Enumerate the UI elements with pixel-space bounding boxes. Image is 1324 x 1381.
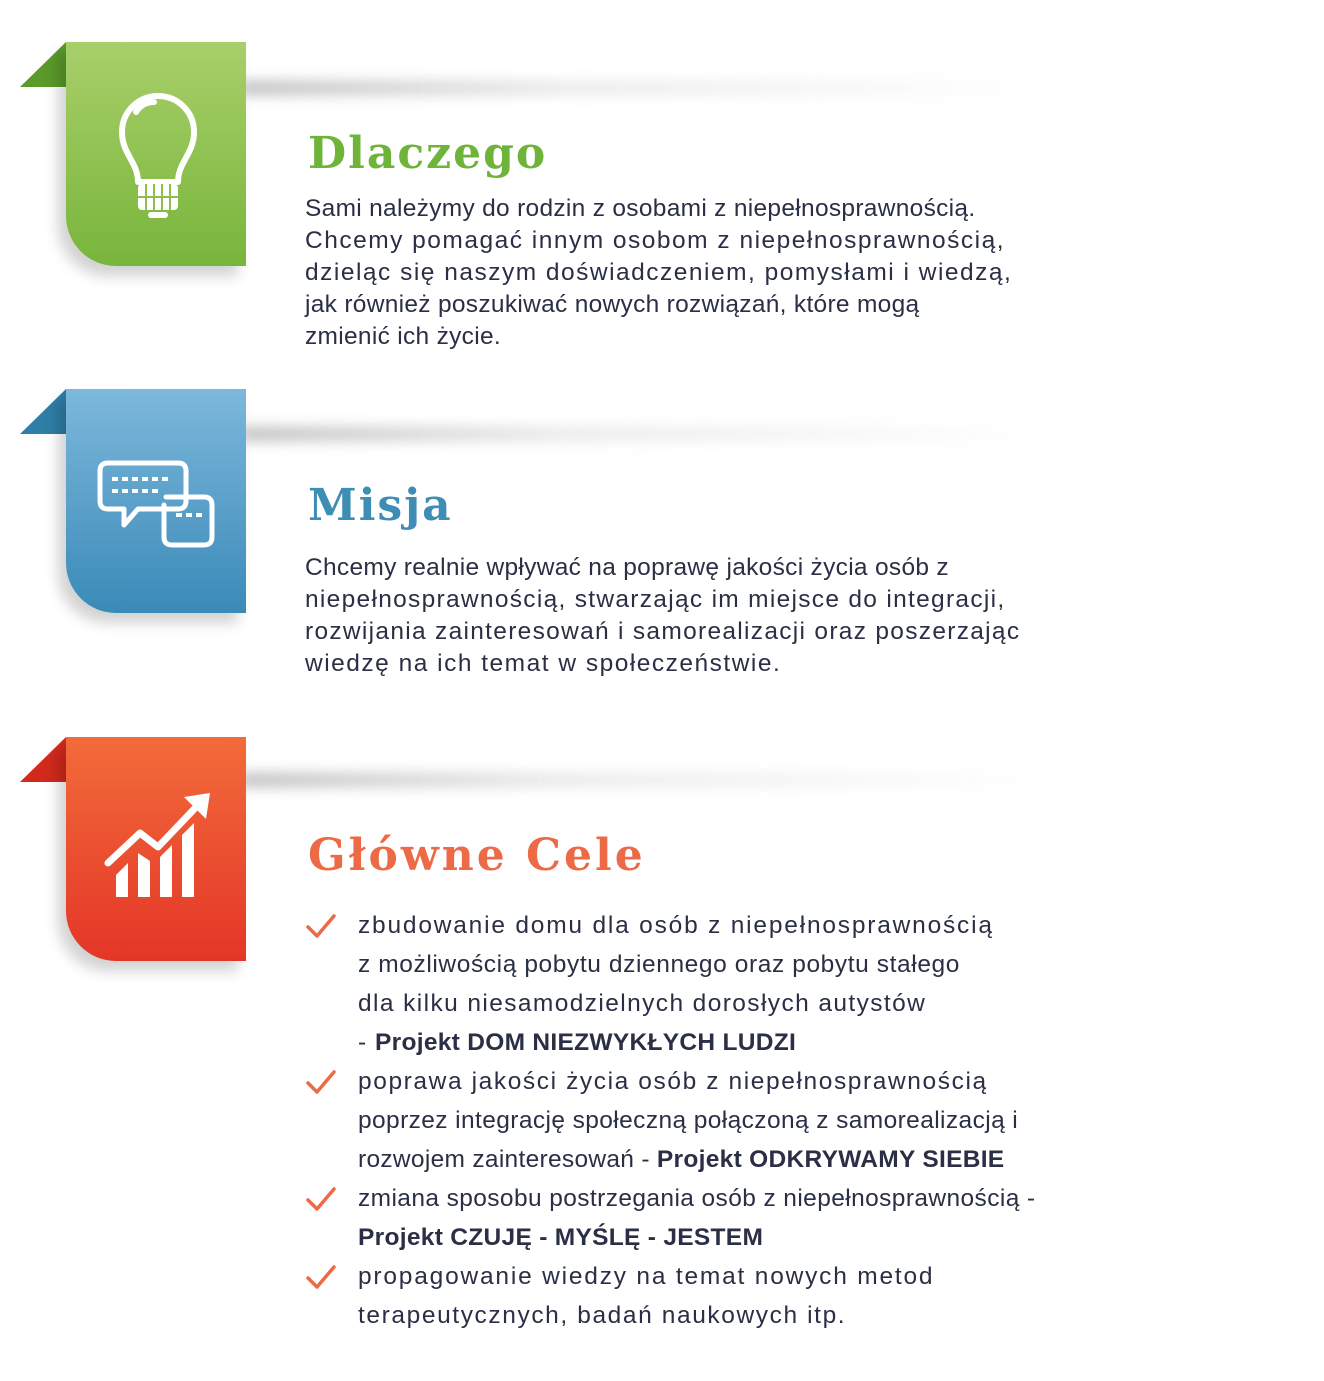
ribbon-shadow [240, 80, 1040, 96]
text-line: zmienić ich życie. [305, 323, 502, 350]
ribbon-shadow [240, 426, 1040, 442]
project-name: Projekt DOM NIEZWYKŁYCH LUDZI [374, 1029, 797, 1056]
section-title: Główne Cele [308, 830, 646, 881]
project-name: Projekt CZUJĘ - MYŚLĘ - JESTEM [358, 1224, 764, 1251]
goal-project-line [358, 1218, 1036, 1257]
section-title: Misja [308, 480, 453, 531]
growth-chart-icon [66, 737, 246, 961]
section-text [305, 193, 1012, 353]
goals-list [305, 906, 1036, 1335]
text-line: Sami należymy do rodzin z osobami z niepełnosprawnością. [305, 195, 976, 222]
checkmark-icon [305, 912, 337, 940]
goal-text-line: terapeutycznych, badań naukowych itp. [358, 1302, 847, 1329]
chat-bubbles-icon [66, 389, 246, 613]
text-line: wiedzę na ich temat w społeczeństwie. [305, 650, 782, 677]
list-item [305, 1179, 1036, 1257]
checkmark-icon [305, 1263, 337, 1291]
checkmark-icon [305, 1185, 337, 1213]
checkmark-icon [305, 1068, 337, 1096]
ribbon-fold [20, 42, 66, 87]
ribbon-shadow [240, 772, 1040, 788]
goal-project-line [358, 1023, 1036, 1062]
project-name: Projekt ODKRYWAMY SIEBIE [656, 1146, 1005, 1173]
goal-text-line: zbudowanie domu dla osób z niepełnosprawnością [358, 912, 994, 939]
ribbon-tab-blue [66, 389, 246, 613]
goal-text-line: propagowanie wiedzy na temat nowych metod [358, 1263, 935, 1290]
list-item [305, 1062, 1036, 1179]
section-text [305, 552, 1020, 680]
light-bulb-icon [66, 42, 246, 266]
goal-text-line: dla kilku niesamodzielnych dorosłych autystów [358, 990, 927, 1017]
goal-text-line: poprawa jakości życia osób z niepełnosprawnością [358, 1068, 988, 1095]
text-line: Chcemy realnie wpływać na poprawę jakości życia osób z [305, 554, 949, 581]
text-line: jak również poszukiwać nowych rozwiązań, które mogą [305, 291, 920, 318]
section-title: Dlaczego [308, 128, 548, 179]
text-line: Chcemy pomagać innym osobom z niepełnosprawnością, [305, 227, 1006, 254]
text-line: rozwijania zainteresowań i samorealizacji oraz poszerzając [305, 618, 1021, 645]
text-line: dzieląc się naszym doświadczeniem, pomysłami i wiedzą, [305, 259, 1013, 286]
goal-project-prefix: - [358, 1029, 375, 1056]
ribbon-tab-green [66, 42, 246, 266]
goal-project-line [358, 1140, 1036, 1179]
ribbon-fold [20, 737, 66, 782]
goal-text-line: z możliwością pobytu dziennego oraz pobytu stałego [358, 951, 961, 978]
list-item [305, 906, 1036, 1062]
ribbon-tab-red [66, 737, 246, 961]
list-item [305, 1257, 1036, 1335]
goal-text-line: poprzez integrację społeczną połączoną z samorealizacją i [358, 1107, 1019, 1134]
text-line: niepełnosprawnością, stwarzając im miejsce do integracji, [305, 586, 1006, 613]
goal-project-prefix: rozwojem zainteresowań - [358, 1146, 657, 1173]
goal-text-line: zmiana sposobu postrzegania osób z niepełnosprawnością - [358, 1185, 1036, 1212]
ribbon-fold [20, 389, 66, 434]
